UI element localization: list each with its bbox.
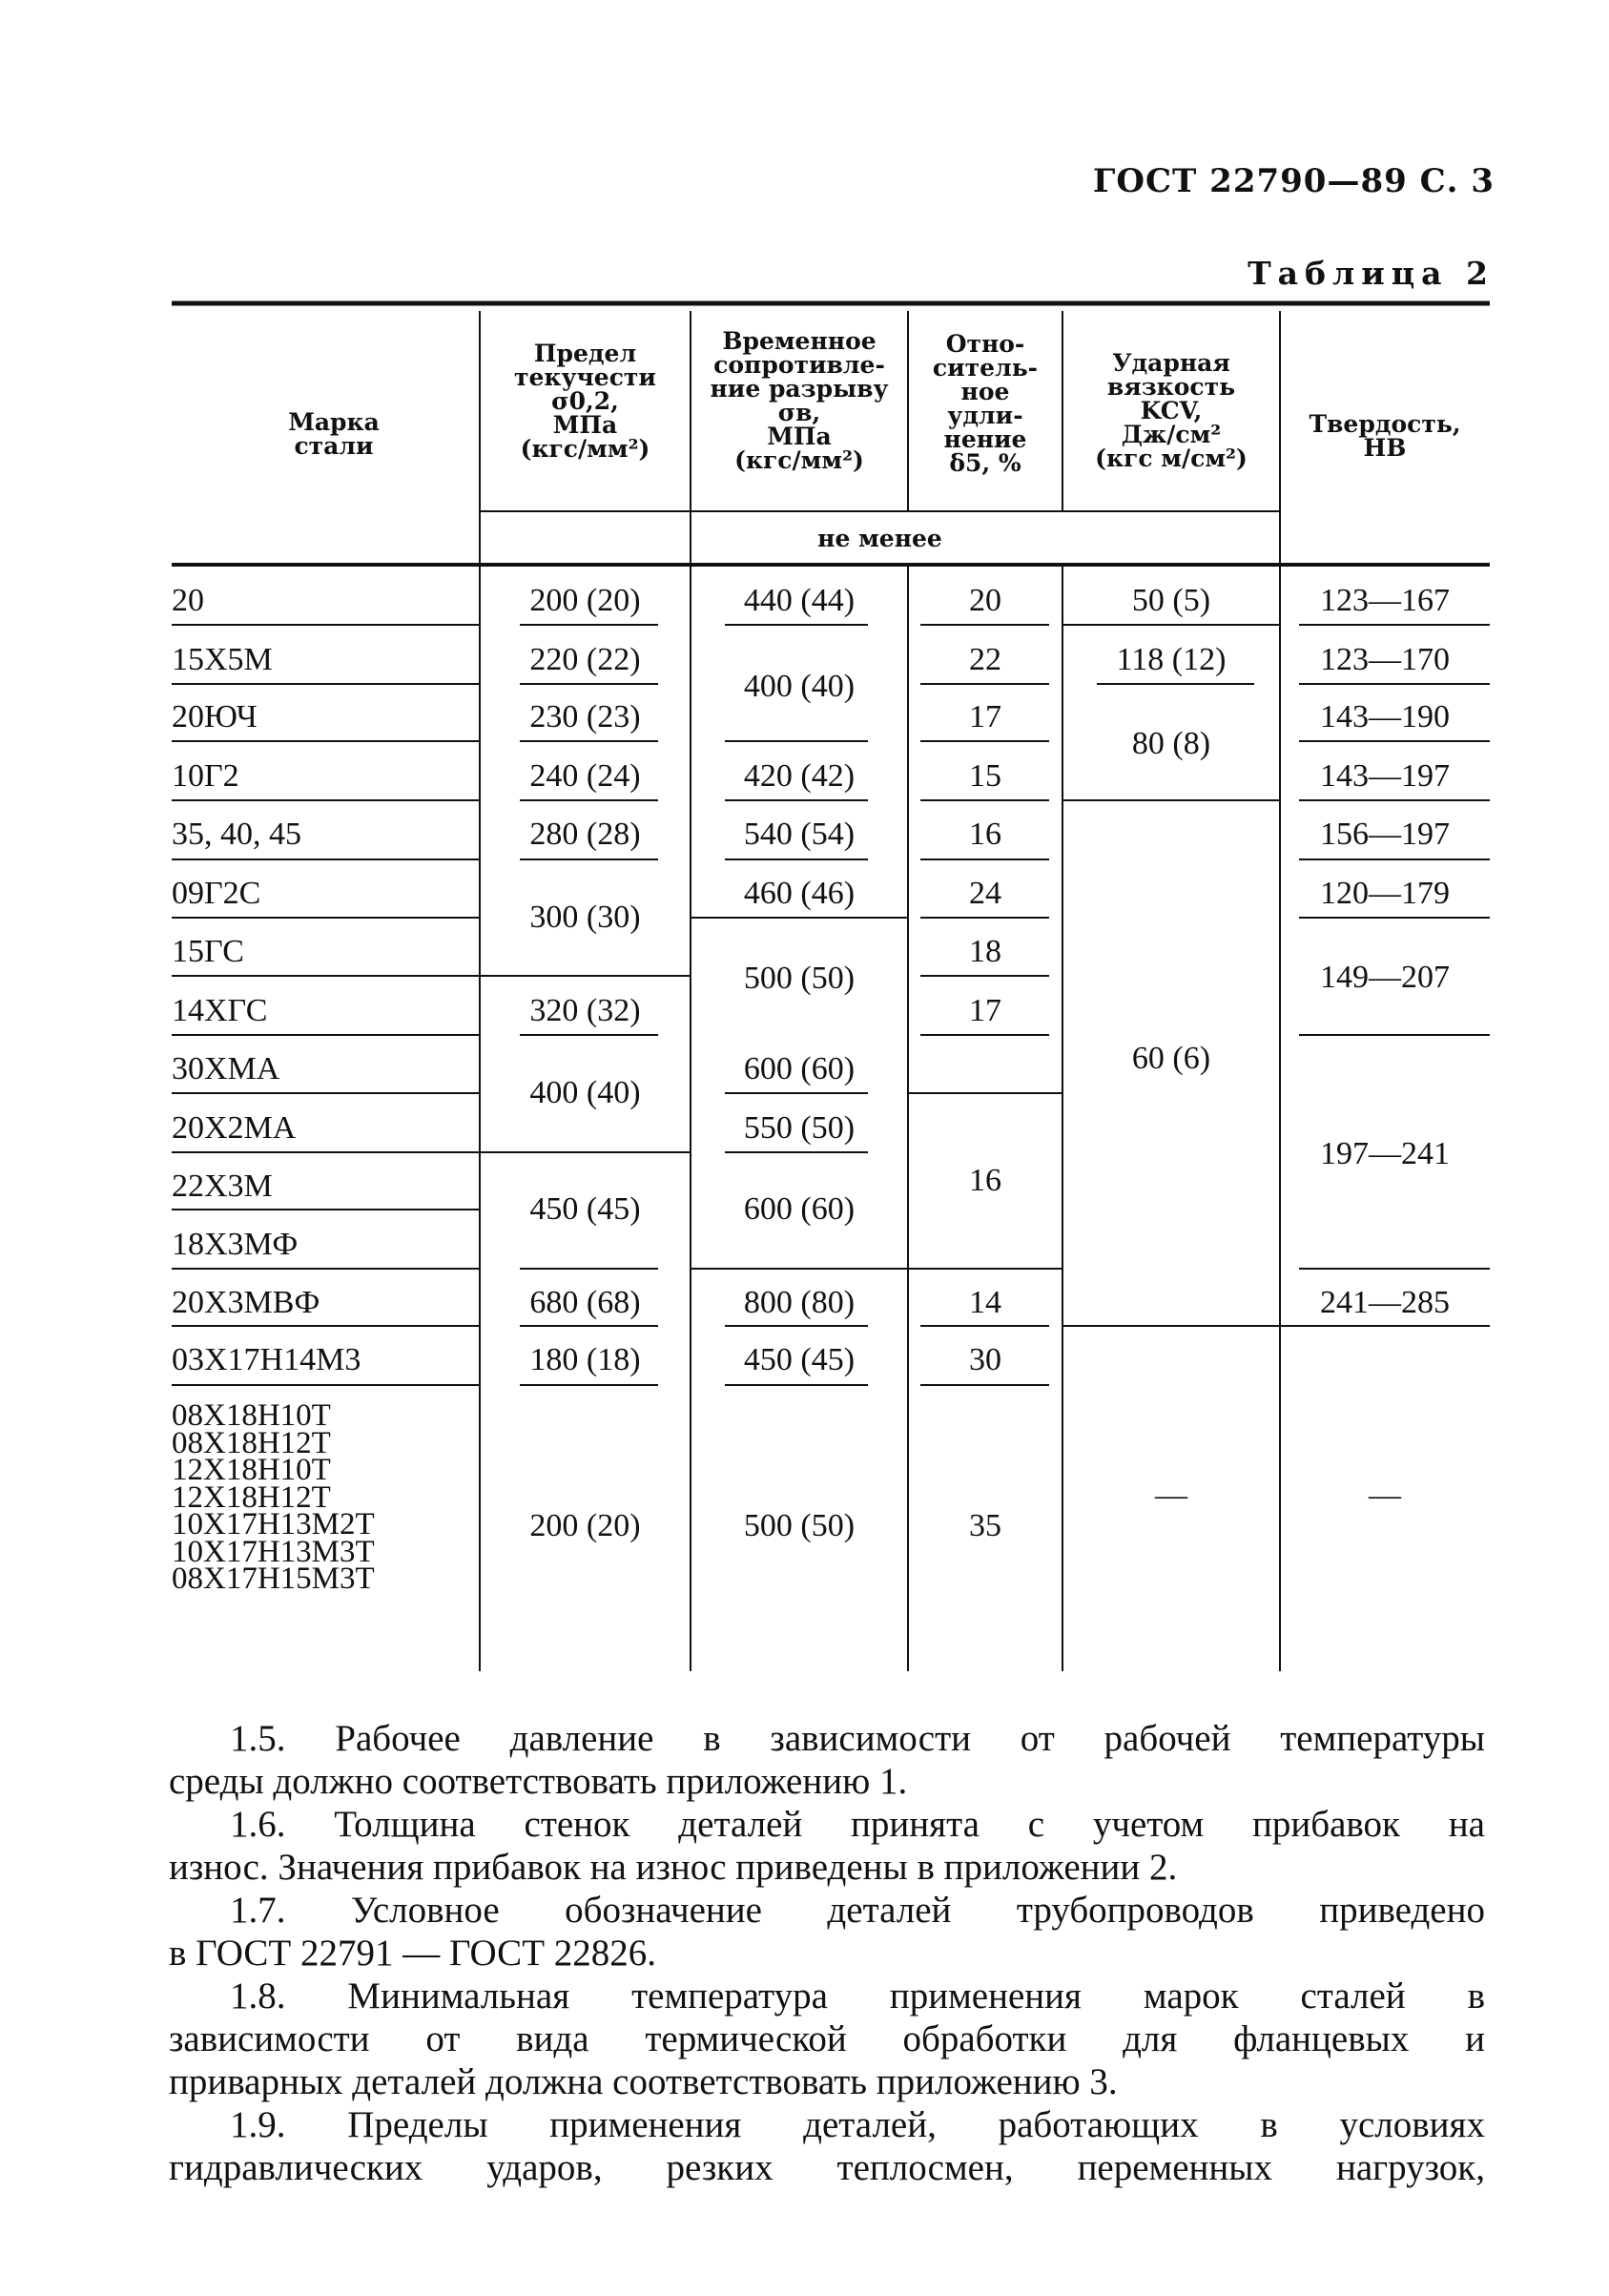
- yield-cell: 200 (20): [529, 1508, 641, 1543]
- impact-cell: 80 (8): [1131, 726, 1211, 761]
- hardness-cell: 149—207: [1320, 960, 1450, 995]
- impact-cell: 50 (5): [1131, 583, 1211, 618]
- tensile-cell: 600 (60): [743, 1191, 856, 1227]
- yield-cell: 180 (18): [529, 1342, 641, 1377]
- grade-cell: 09Г2С: [172, 876, 261, 911]
- grade-cell: 15ГС: [172, 934, 244, 969]
- yield-cell: 220 (22): [529, 642, 641, 677]
- grade-cell: 20Х3МВФ: [172, 1285, 320, 1320]
- page-header: ГОСТ 22790—89 С. 3: [1092, 162, 1495, 200]
- tensile-cell: 450 (45): [743, 1342, 856, 1377]
- yield-cell: 300 (30): [529, 900, 641, 935]
- paragraph-1-8: 1.8. Минимальная температура применения марок сталей в зависимости от вида термической обработки для фланцевых и приварных деталей должна соответствовать приложению 3.: [169, 1975, 1485, 2102]
- elongation-cell: 14: [969, 1285, 1001, 1320]
- hardness-cell: 156—197: [1320, 817, 1450, 852]
- header-not-less: не менее: [817, 525, 942, 552]
- hardness-cell: 123—170: [1320, 642, 1450, 677]
- hardness-cell: 197—241: [1320, 1136, 1450, 1171]
- tensile-cell: 600 (60): [743, 1051, 856, 1086]
- grade-group-cell: 08Х18Н10Т 08Х18Н12Т 12Х18Н10Т 12Х18Н12Т 10Х17Н13М2Т 10Х17Н13М3Т 08Х17Н15М3Т: [172, 1398, 375, 1596]
- header-impact: Ударная вязкость KCV, Дж/см² (кгс м/см²): [1095, 349, 1248, 472]
- tensile-cell: 500 (50): [743, 1508, 856, 1543]
- yield-cell: 280 (28): [529, 817, 641, 852]
- elongation-cell: 22: [969, 642, 1001, 677]
- hardness-cell: 143—190: [1320, 699, 1450, 734]
- paragraph-1-7: 1.7. Условное обозначение деталей трубопроводов приведено в ГОСТ 22791 — ГОСТ 22826.: [169, 1890, 1485, 1974]
- yield-cell: 240 (24): [529, 758, 641, 794]
- tensile-cell: 800 (80): [743, 1285, 856, 1320]
- paragraph-1-9: 1.9. Пределы применения деталей, работающих в условиях гидравлических ударов, резких теплосмен, переменных нагрузок,: [169, 2104, 1485, 2188]
- grade-cell: 15Х5М: [172, 642, 273, 677]
- impact-cell: —: [1155, 1478, 1187, 1513]
- elongation-cell: 17: [969, 699, 1001, 734]
- elongation-cell: 18: [969, 934, 1001, 969]
- elongation-cell: 24: [969, 876, 1001, 911]
- grade-cell: 30ХМА: [172, 1051, 280, 1086]
- hardness-cell: 241—285: [1320, 1285, 1450, 1320]
- paragraph-1-6: 1.6. Толщина стенок деталей принята с учетом прибавок на износ. Значения прибавок на износ приведены в приложении 2.: [169, 1804, 1485, 1888]
- tensile-cell: 460 (46): [743, 876, 856, 911]
- yield-cell: 680 (68): [529, 1285, 641, 1320]
- yield-cell: 230 (23): [529, 699, 641, 734]
- grade-cell: 20: [172, 583, 204, 618]
- elongation-cell: 17: [969, 993, 1001, 1028]
- elongation-cell: 16: [969, 817, 1001, 852]
- grade-cell: 18Х3МФ: [172, 1227, 299, 1262]
- yield-cell: 400 (40): [529, 1075, 641, 1110]
- table-caption: Таблица 2: [1248, 255, 1495, 292]
- tensile-cell: 440 (44): [743, 583, 856, 618]
- grade-cell: 20Х2МА: [172, 1110, 297, 1146]
- impact-cell: 118 (12): [1116, 642, 1227, 677]
- hardness-cell: 143—197: [1320, 758, 1450, 794]
- impact-cell: 60 (6): [1131, 1041, 1211, 1076]
- elongation-cell: 20: [969, 583, 1001, 618]
- elongation-cell: 30: [969, 1342, 1001, 1377]
- yield-cell: 320 (32): [529, 993, 641, 1028]
- yield-cell: 450 (45): [529, 1191, 641, 1227]
- header-yield: Предел текучести σ0,2, МПа (кгс/мм²): [514, 340, 656, 463]
- tensile-cell: 500 (50): [743, 961, 856, 996]
- paragraph-1-5: 1.5. Рабочее давление в зависимости от рабочей температуры среды должно соответствовать приложению 1.: [169, 1718, 1485, 1802]
- grade-cell: 14ХГС: [172, 993, 268, 1028]
- tensile-cell: 550 (50): [743, 1110, 856, 1146]
- yield-cell: 200 (20): [529, 583, 641, 618]
- header-grade: Марка стали: [288, 408, 380, 460]
- hardness-cell: 123—167: [1320, 583, 1450, 618]
- grade-cell: 03Х17Н14М3: [172, 1342, 361, 1377]
- grade-cell: 22Х3М: [172, 1169, 273, 1204]
- elongation-cell: 15: [969, 758, 1001, 794]
- hardness-cell: —: [1369, 1478, 1401, 1513]
- grade-cell: 35, 40, 45: [172, 817, 301, 852]
- tensile-cell: 540 (54): [743, 817, 856, 852]
- header-elongation: Отно- ситель- ное удли- нение δ5, %: [932, 330, 1039, 477]
- grade-cell: 20ЮЧ: [172, 699, 258, 734]
- elongation-cell: 35: [969, 1508, 1001, 1543]
- grade-cell: 10Г2: [172, 758, 239, 794]
- hardness-cell: 120—179: [1320, 876, 1450, 911]
- elongation-cell: 16: [969, 1163, 1001, 1198]
- header-tensile: Временное сопротивле- ние разрыву σв, МПа (кгс/мм²): [710, 327, 889, 474]
- tensile-cell: 400 (40): [743, 669, 856, 704]
- tensile-cell: 420 (42): [743, 758, 856, 794]
- header-hardness: Твердость, НВ: [1309, 410, 1461, 462]
